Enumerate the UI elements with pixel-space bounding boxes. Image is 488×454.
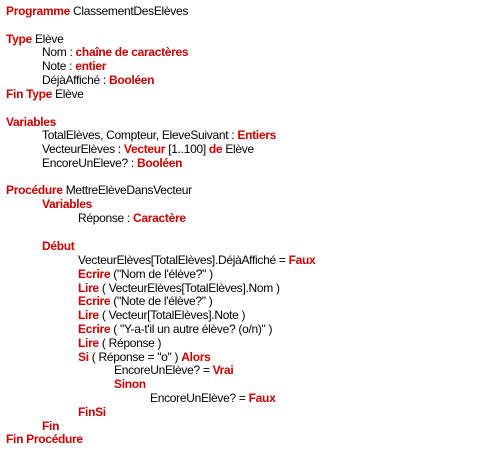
keyword-token: Type [6, 32, 32, 46]
text-token: ( "Y-a-t'il un autre élève? (o/n)" ) [110, 322, 273, 336]
code-line [78, 404, 106, 421]
keyword-token: Lire [78, 308, 99, 322]
keyword-token: Lire [78, 336, 99, 350]
keyword-token: Sinon [114, 377, 146, 391]
text-token: Elève [222, 142, 254, 156]
code-line [42, 155, 182, 172]
text-token: Réponse : [78, 211, 134, 225]
text-token: Nom : [42, 45, 76, 59]
keyword-token: Faux [248, 391, 276, 405]
text-token: ( Vecteur[TotalElèves].Note ) [98, 308, 246, 322]
keyword-token: Vecteur [123, 142, 166, 156]
text-token: VecteurElèves[TotalElèves].DéjàAffiché = [78, 253, 289, 267]
text-token: EncoreUnElève? = [150, 391, 249, 405]
text-token: TotalElèves, Compteur, EleveSuivant : [42, 128, 238, 142]
code-line [114, 376, 146, 393]
keyword-token: Variables [42, 197, 93, 211]
code-line [6, 86, 84, 103]
text-token: VecteurElèves : [42, 142, 124, 156]
keyword-token: Ecrire [78, 294, 111, 308]
keyword-token: Caractère [133, 211, 186, 225]
keyword-token: Fin Type [6, 87, 53, 101]
text-token: ( Réponse ) [98, 336, 162, 350]
keyword-token: Booléen [136, 156, 183, 170]
keyword-token: Entiers [237, 128, 276, 142]
keyword-token: Ecrire [78, 322, 111, 336]
keyword-token: FinSi [78, 405, 106, 419]
keyword-token: Début [42, 239, 75, 253]
text-token: ( Réponse = "o" ) [88, 350, 182, 364]
keyword-token: Vrai [212, 363, 234, 377]
keyword-token: chaîne de caractères [75, 45, 189, 59]
keyword-token: Alors [181, 350, 211, 364]
keyword-token: Ecrire [78, 267, 111, 281]
text-token: ("Note de l'élève?" ) [110, 294, 213, 308]
keyword-token: Fin [42, 419, 60, 433]
text-token: Elève [52, 87, 84, 101]
text-token: EncoreUnElève? = [114, 363, 213, 377]
text-token: EncoreUnEleve? : [42, 156, 137, 170]
code-line [78, 210, 186, 227]
code-line [42, 238, 75, 255]
text-token: [1..100] [165, 142, 209, 156]
code-line [150, 390, 275, 407]
keyword-token: Fin Procédure [6, 432, 83, 446]
keyword-token: Lire [78, 281, 99, 295]
code-line [6, 182, 192, 199]
code-line [6, 431, 83, 448]
text-token: ("Nom de l'élève?" ) [110, 267, 213, 281]
keyword-token: Si [78, 350, 89, 364]
keyword-token: Programme [6, 4, 70, 18]
text-token: ClassementDesElèves [70, 4, 189, 18]
keyword-token: Booléen [108, 73, 155, 87]
text-token: ( VecteurElèves[TotalElèves].Nom ) [98, 281, 280, 295]
code-line [6, 3, 188, 20]
keyword-token: Procédure [6, 183, 63, 197]
text-token: DéjàAffiché : [42, 73, 109, 87]
keyword-token: de [208, 142, 223, 156]
text-token: MettreElèveDansVecteur [62, 183, 192, 197]
text-token: Elève [31, 32, 64, 46]
text-token: Note : [42, 59, 76, 73]
keyword-token: Faux [288, 253, 316, 267]
keyword-token: entier [75, 59, 107, 73]
keyword-token: Variables [6, 115, 57, 129]
